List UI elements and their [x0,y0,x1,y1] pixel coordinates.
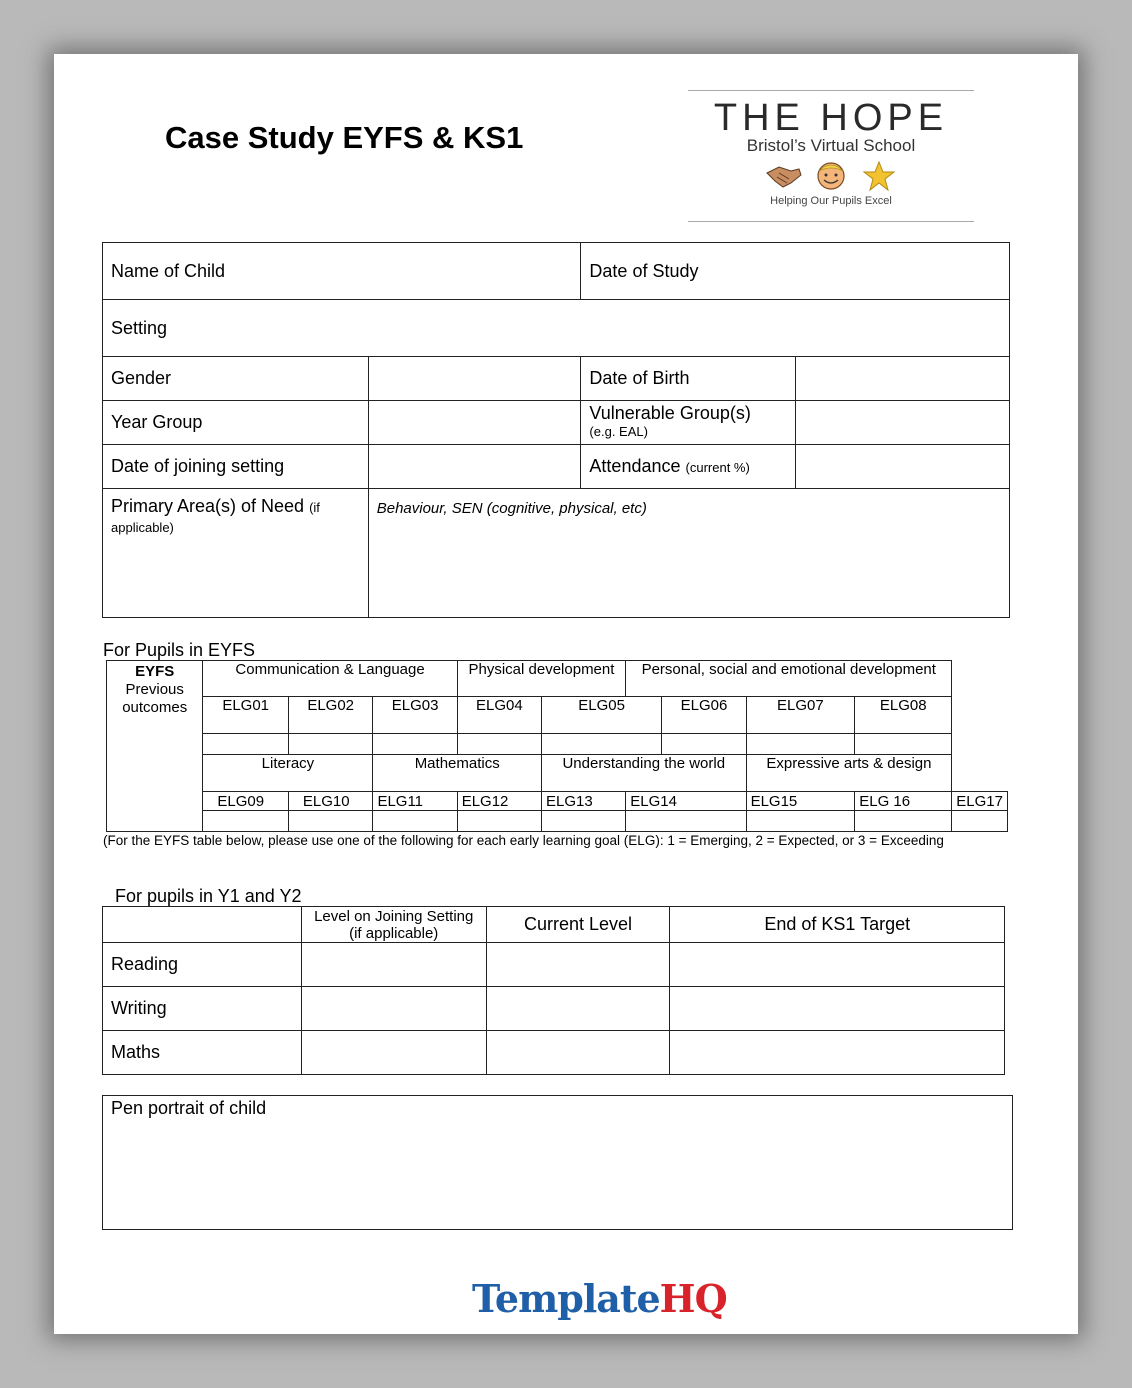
elg07-field[interactable] [746,734,855,755]
elg05-field[interactable] [541,734,661,755]
elg10-field[interactable] [288,811,373,832]
logo-name: THE HOPE [713,97,949,139]
date-joining-label: Date of joining setting [103,445,369,489]
reading-current-field[interactable] [486,943,670,987]
writing-current-field[interactable] [486,987,670,1031]
elg09-field[interactable] [203,811,289,832]
primary-need-label: Primary Area(s) of Need [111,496,305,516]
vulnerable-groups-field[interactable] [796,401,1010,445]
elg03-header: ELG03 [373,697,457,734]
maths-current-field[interactable] [486,1031,670,1075]
primary-need-hint: Behaviour, SEN (cognitive, physical, etc) [376,500,647,517]
attendance-field[interactable] [796,445,1010,489]
maths-joining-field[interactable] [301,1031,486,1075]
area-expressive-arts: Expressive arts & design [746,755,952,792]
year-group-label: Year Group [103,401,369,445]
current-level-header: Current Level [486,907,670,943]
vulnerable-groups-example: (e.g. EAL) [589,424,648,439]
elg11-header: ELG11 [373,792,457,811]
outcomes-label: outcomes [122,699,188,716]
attendance-cell [581,445,796,489]
end-ks1-target-header: End of KS1 Target [670,907,1005,943]
primary-need-cell [103,489,369,618]
document-page [54,54,1078,1334]
setting-label: Setting [103,300,1010,357]
eyfs-label: EYFS [135,663,175,680]
elg14-header: ELG14 [626,792,746,811]
primary-need-note-b: applicable) [111,520,174,535]
elg10-header: ELG10 [288,792,373,811]
eyfs-outcomes-table [106,660,1008,832]
pen-portrait-box [102,1095,1013,1230]
elg13-header: ELG13 [541,792,625,811]
smiley-face-icon [818,163,844,189]
pen-portrait-label: Pen portrait of child [111,1098,267,1118]
elg13-field[interactable] [541,811,625,832]
logo-icons [688,159,974,193]
area-understanding-world: Understanding the world [541,755,746,792]
date-of-birth-field[interactable] [796,357,1010,401]
primary-need-note-a: (if [309,500,320,515]
vulnerable-groups-cell [581,401,796,445]
elg06-field[interactable] [662,734,746,755]
attendance-label: Attendance [589,456,681,476]
writing-target-field[interactable] [670,987,1005,1031]
gender-label: Gender [103,357,369,401]
ks1-corner-cell [103,907,302,943]
ks1-levels-table [102,906,1005,1075]
elg02-header: ELG02 [288,697,373,734]
elg02-field[interactable] [288,734,373,755]
maths-target-field[interactable] [670,1031,1005,1075]
primary-need-field[interactable] [368,489,1009,618]
level-on-joining-header: Level on Joining Setting (if applicable) [301,907,486,943]
area-communication-language: Communication & Language [203,661,457,697]
elg01-field[interactable] [203,734,289,755]
elg04-header: ELG04 [457,697,541,734]
vulnerable-groups-label: Vulnerable Group(s) [589,403,751,423]
area-personal-social-emotional: Personal, social and emotional development [626,661,952,697]
date-of-study-label: Date of Study [581,243,1010,300]
elg08-header: ELG08 [855,697,952,734]
writing-label: Writing [103,987,302,1031]
reading-label: Reading [103,943,302,987]
elg11-field[interactable] [373,811,457,832]
writing-joining-field[interactable] [301,987,486,1031]
date-of-birth-label: Date of Birth [581,357,796,401]
elg06-header: ELG06 [662,697,746,734]
watermark-hq: HQ [659,1276,727,1321]
pen-portrait-field[interactable] [103,1096,1013,1230]
elg08-field[interactable] [855,734,952,755]
elg17-header: ELG17 [952,792,1008,811]
eyfs-scoring-note: (For the EYFS table below, please use one of the following for each early learning goal (ELG): 1 = Emerging, 2 = Expected, or 3 = Exceeding [103,833,944,848]
elg07-header: ELG07 [746,697,855,734]
elg01-header: ELG01 [203,697,289,734]
elg16-header: ELG 16 [855,792,952,811]
child-details-table [102,242,1010,618]
logo-school: Bristol’s Virtual School [746,136,916,155]
elg15-field[interactable] [746,811,855,832]
year-group-field[interactable] [368,401,581,445]
handshake-icon [767,167,801,187]
ks1-heading: For pupils in Y1 and Y2 [115,886,302,906]
elg12-header: ELG12 [457,792,541,811]
gender-field[interactable] [368,357,581,401]
name-of-child-label: Name of Child [103,243,581,300]
templatehq-watermark [472,1276,727,1321]
elg12-field[interactable] [457,811,541,832]
elg03-field[interactable] [373,734,457,755]
document-title: Case Study EYFS & KS1 [165,120,524,155]
eyfs-heading: For Pupils in EYFS [103,640,256,660]
logo-tagline: Helping Our Pupils Excel [770,195,892,207]
area-literacy: Literacy [203,755,373,792]
date-joining-field[interactable] [368,445,581,489]
elg05-header: ELG05 [541,697,661,734]
elg04-field[interactable] [457,734,541,755]
attendance-note: (current %) [685,460,750,475]
elg14-field[interactable] [626,811,746,832]
previous-label: Previous [125,681,184,698]
reading-joining-field[interactable] [301,943,486,987]
elg17-field[interactable] [952,811,1008,832]
area-physical-development: Physical development [457,661,626,697]
watermark-template: Template [472,1276,660,1321]
school-logo [688,90,974,222]
maths-label: Maths [103,1031,302,1075]
elg16-field[interactable] [855,811,952,832]
area-mathematics: Mathematics [373,755,542,792]
elg09-header: ELG09 [203,792,289,811]
reading-target-field[interactable] [670,943,1005,987]
elg15-header: ELG15 [746,792,855,811]
eyfs-row-header [107,661,203,832]
star-icon [864,162,894,190]
